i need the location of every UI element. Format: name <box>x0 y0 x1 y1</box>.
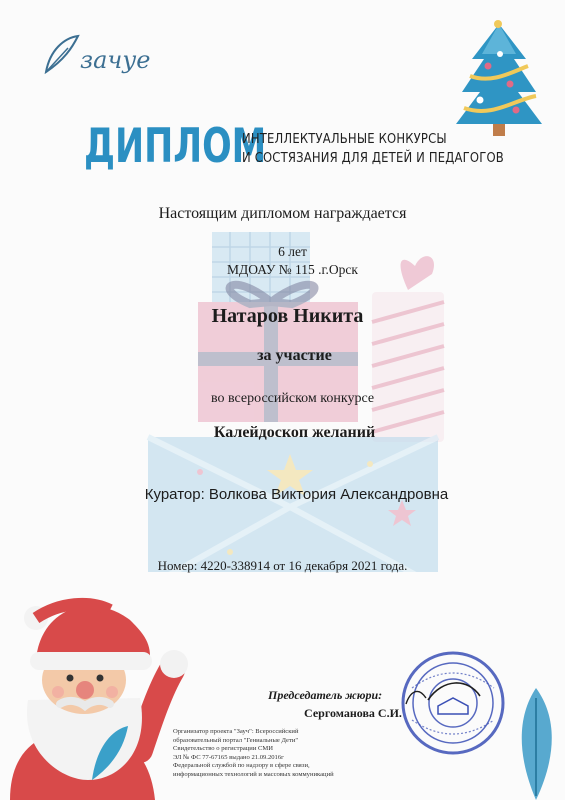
logo-text: зачуе <box>80 46 151 74</box>
organization: МДОАУ № 115 .г.Орск <box>227 262 358 277</box>
round-seal-stamp <box>398 648 508 758</box>
santa-claus-icon <box>0 580 190 800</box>
recipient-name: Натаров Никита <box>211 305 364 327</box>
jury-chair-name: Сергоманова С.И. <box>304 706 402 720</box>
diploma-number: Номер: 4220-338914 от 16 декабря 2021 года. <box>157 558 408 573</box>
award-for: за участие <box>257 347 332 364</box>
founder-line: информационных технологий и массовых коммуникаций <box>173 770 334 778</box>
curator-line: Куратор: Волкова Виктория Александровна <box>144 486 449 503</box>
recipient-age: 6 лет <box>278 244 307 259</box>
zauch-logo <box>38 28 168 82</box>
contest-type: во всероссийском конкурсе <box>210 391 375 406</box>
founder-line: Федеральной службой по надзору в сфере связи, <box>173 762 310 770</box>
contest-name: Калейдоскоп желаний <box>213 424 376 441</box>
subtitle-line-2: И СОСТЯЗАНИЯ ДЛЯ ДЕТЕЙ И ПЕДАГОГОВ <box>242 150 504 166</box>
founder-line: Свидетельство о регистрации СМИ <box>173 745 274 753</box>
awarded-line: Настоящим дипломом награждается <box>158 205 407 222</box>
founder-line: Организатор проекта "Зауч": Всероссийский <box>173 728 299 735</box>
jury-chair-title: Председатель жюри: <box>268 688 383 702</box>
christmas-tree-icon <box>452 14 547 139</box>
founder-info <box>173 728 363 780</box>
subtitle-line-1: ИНТЕЛЛЕКТУАЛЬНЫЕ КОНКУРСЫ <box>242 131 447 147</box>
leaf-decoration-icon <box>506 688 565 800</box>
founder-line: образовательный портал "Гениальные Дети" <box>173 736 299 744</box>
feather-icon <box>46 36 78 72</box>
founder-line: ЭЛ № ФС 77-67165 выдано 21.09.2016г <box>173 753 284 761</box>
diploma-title: ДИПЛОМ <box>84 119 267 174</box>
